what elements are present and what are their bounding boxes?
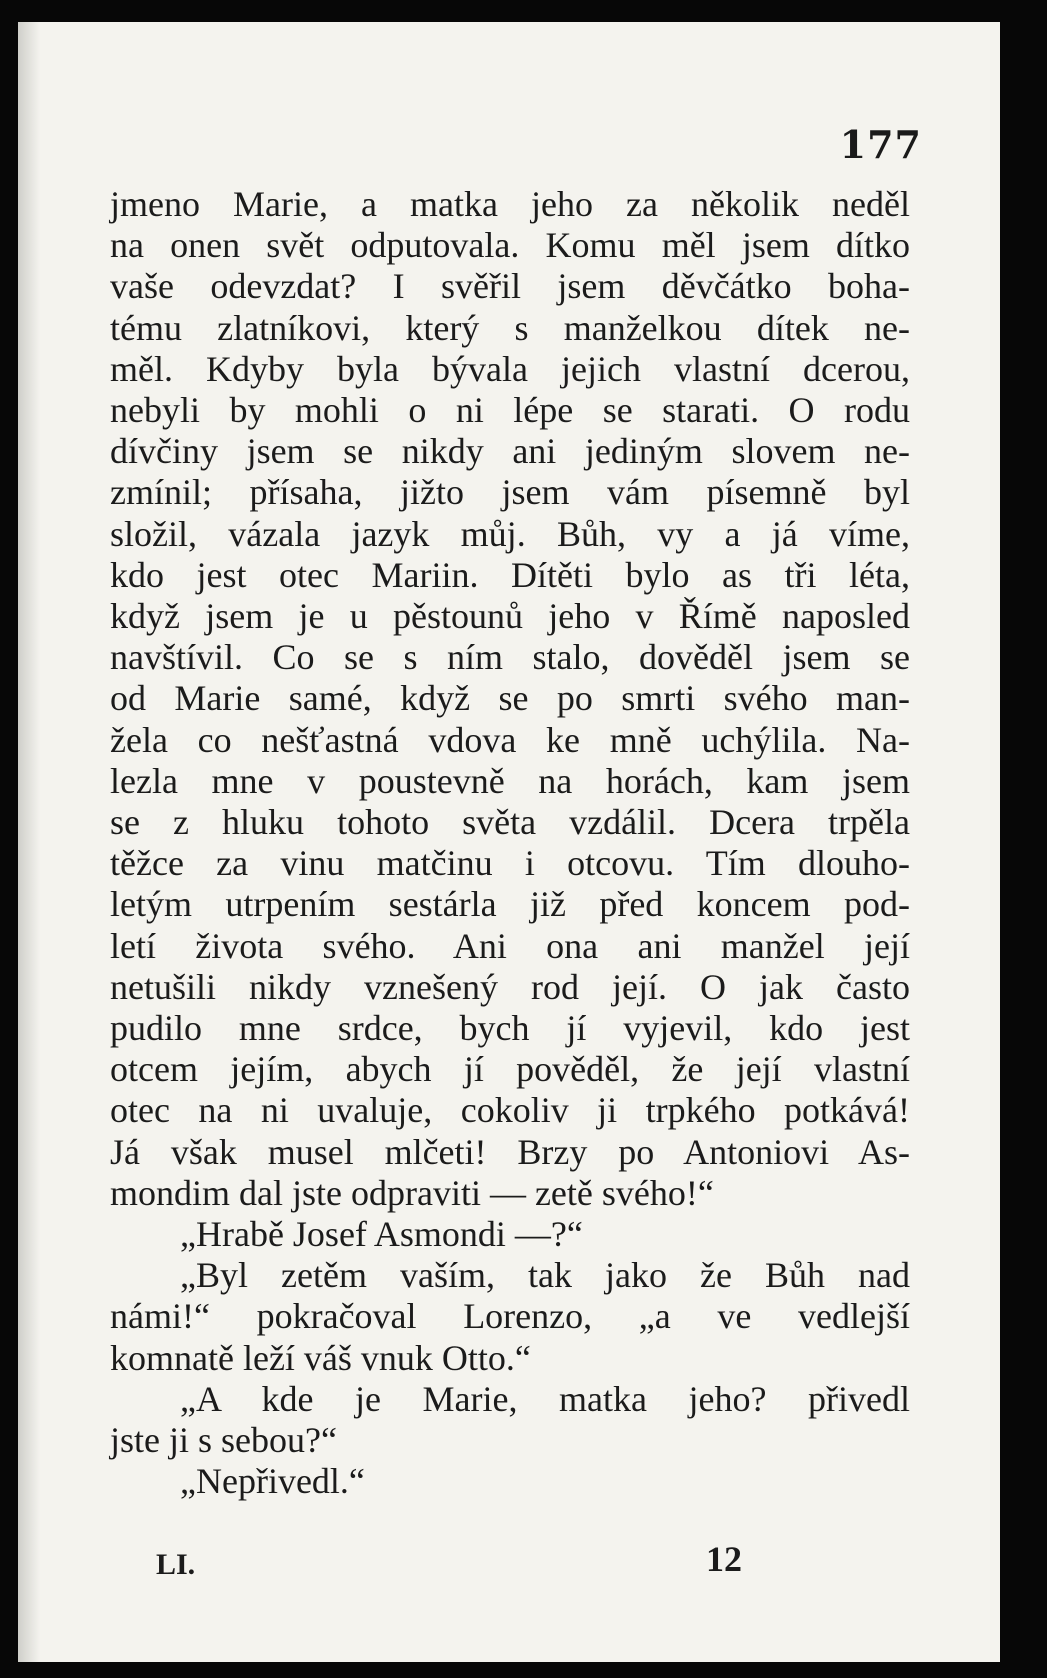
text-line: námi!“ pokračoval Lorenzo, „a ve vedlejší: [110, 1296, 910, 1337]
text-line: Já však musel mlčeti! Brzy po Antoniovi As-: [110, 1131, 910, 1172]
text-line: když jsem je u pěstounů jeho v Římě naposled: [110, 596, 910, 637]
text-line: měl. Kdyby byla bývala jejich vlastní dcerou,: [110, 348, 910, 389]
text-line: otec na ni uvaluje, cokoliv ji trpkého potkává!: [110, 1090, 910, 1131]
dialogue-line: „Hrabě Josef Asmondi —?“: [180, 1214, 583, 1255]
text-line: složil, vázala jazyk můj. Bůh, vy a já víme,: [110, 513, 910, 554]
sheet-number: 12: [706, 1539, 742, 1579]
text-line: letí života svého. Ani ona ani manžel její: [110, 925, 910, 966]
text-line: vaše odevzdat? I svěřil jsem děvčátko boha-: [110, 266, 910, 307]
text-line: kdo jest otec Mariin. Dítěti bylo as tři léta,: [110, 554, 910, 595]
text-line: jste ji s sebou?“: [110, 1420, 337, 1461]
dialogue-line: „Nepřivedl.“: [180, 1461, 365, 1502]
signature-mark: LI.: [156, 1548, 196, 1581]
body-text: [110, 184, 910, 1503]
dialogue-line: „Byl zetěm vaším, tak jako že Bůh nad: [180, 1255, 910, 1296]
text-line: těžce za vinu matčinu i otcovu. Tím dlouho-: [110, 843, 910, 884]
text-line: jmeno Marie, a matka jeho za několik neděl: [110, 184, 910, 224]
text-line: komnatě leží váš vnuk Otto.“: [110, 1337, 531, 1378]
text-line: nebyli by mohli o ni lépe se starati. O rodu: [110, 390, 910, 431]
page-spine-shadow: [18, 22, 40, 1662]
text-line: žela co nešťastná vdova ke mně uchýlila. Na-: [110, 719, 910, 760]
text-line: tému zlatníkovi, který s manželkou dítek ne-: [110, 307, 910, 348]
text-line: otcem jejím, abych jí pověděl, že její vlastní: [110, 1049, 910, 1090]
book-page: [18, 22, 1000, 1662]
text-line: se z hluku tohoto světa vzdálil. Dcera trpěla: [110, 802, 910, 843]
page-number: 177: [839, 122, 922, 167]
text-line: pudilo mne srdce, bych jí vyjevil, kdo jest: [110, 1008, 910, 1049]
text-line: zmínil; přísaha, jižto jsem vám písemně byl: [110, 472, 910, 513]
text-line: lezla mne v poustevně na horách, kam jsem: [110, 760, 910, 801]
dialogue-line: „A kde je Marie, matka jeho? přivedl: [180, 1378, 910, 1419]
text-line: od Marie samé, když se po smrti svého man-: [110, 678, 910, 719]
text-line: dívčiny jsem se nikdy ani jediným slovem ne-: [110, 431, 910, 472]
text-line: mondim dal jste odpraviti — zetě svého!“: [110, 1172, 714, 1213]
text-line: letým utrpením sestárla již před koncem pod-: [110, 884, 910, 925]
text-line: na onen svět odputovala. Komu měl jsem dítko: [110, 225, 910, 266]
text-line: netušili nikdy vznešený rod její. O jak často: [110, 966, 910, 1007]
text-line: navštívil. Co se s ním stalo, dověděl jsem se: [110, 637, 910, 678]
